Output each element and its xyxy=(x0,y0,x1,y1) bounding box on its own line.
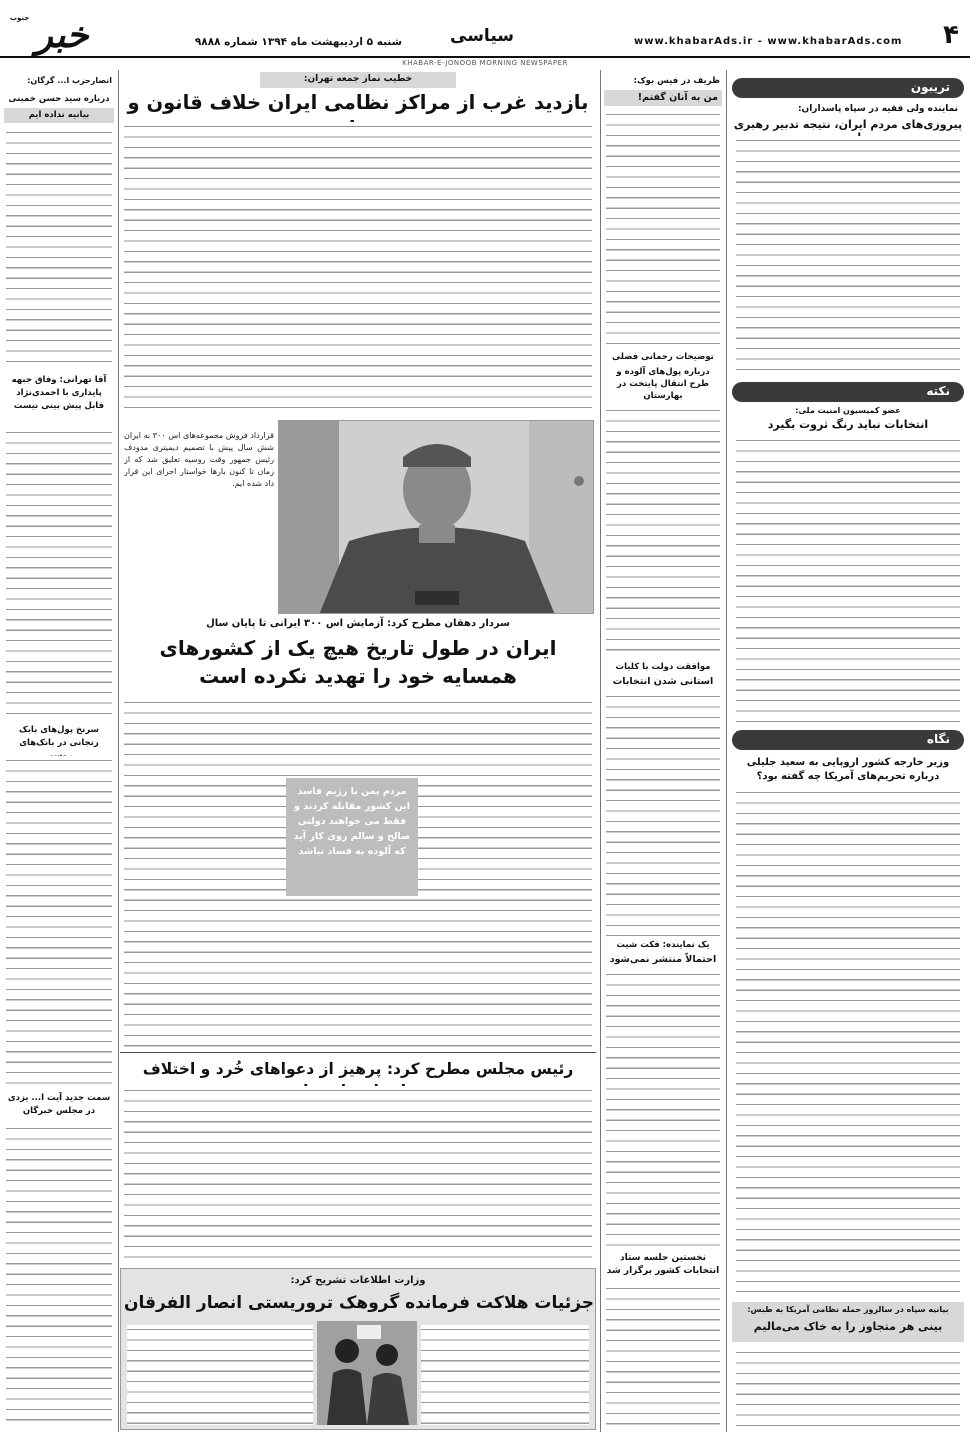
satire-body xyxy=(606,110,720,346)
satire-subtitle: ظریف در فیس بوک: xyxy=(633,76,720,86)
agree-subtitle: موافقت دولت با کلیات xyxy=(615,662,711,672)
bottom-box xyxy=(732,1302,964,1342)
story1-body xyxy=(124,122,592,412)
militants-photo-icon xyxy=(317,1321,417,1425)
mid-column xyxy=(604,72,722,1432)
s4-body xyxy=(6,1124,112,1428)
section-title: سیاسی xyxy=(450,26,514,46)
tribune-label: تریبون xyxy=(910,80,950,94)
main-area xyxy=(120,70,596,1432)
kicker2: سردار دهقان مطرح کرد: آزمایش اس ۳۰۰ ایرانی تا پایان سال xyxy=(206,618,510,629)
note-subtitle: عضو کمیسیون امنیت ملی: xyxy=(795,406,901,415)
bottom-subtitle: بیانیه سپاه در سالروز حمله نظامی آمریکا به طبس: xyxy=(747,1305,949,1314)
s2-body xyxy=(6,428,112,718)
s3-body xyxy=(6,756,112,1086)
tribune-label-bar xyxy=(732,78,964,98)
website-url: www.khabarAds.ir - www.khabarAds.com xyxy=(634,36,903,47)
rep-title: احتمالاً منتشر نمی‌شود xyxy=(609,954,717,965)
bottom-title: بینی هر متجاوز را به خاک می‌مالیم xyxy=(753,1320,943,1333)
s1-sub: بیانیه نداده ایم xyxy=(28,110,90,120)
headline4: جزئیات هلاکت فرمانده گروهک تروریستی انصار الفرقان xyxy=(123,1293,595,1313)
satire-title-box xyxy=(604,90,722,106)
rep-body xyxy=(606,970,720,1246)
tribune-body xyxy=(736,136,960,376)
s4-title: سمت جدید آیت ا... یزدی در مجلس خبرگان xyxy=(7,1093,111,1116)
right-column xyxy=(732,72,964,1432)
s1-sub-box xyxy=(4,108,114,123)
satire-title: من به آنان گفتم! xyxy=(637,92,718,103)
s2-title: آقا تهرانی: وفاق جبهه پایداری با احمدی‌نژاد قابل پیش بینی نیست xyxy=(11,375,107,411)
date-issue: شنبه ۵ اردیبهشت ماه ۱۳۹۴ شماره ۹۸۸۸ xyxy=(194,36,402,48)
view-label-bar xyxy=(732,730,964,750)
kicker1: خطیب نماز جمعه تهران: xyxy=(303,74,413,84)
photo-frame xyxy=(278,420,594,614)
left-column xyxy=(4,72,114,1432)
explain-body xyxy=(606,406,720,656)
explain-title: درباره پول‌های آلوده و طرح انتقال پایتخت در بهارستان xyxy=(616,367,710,401)
bottom-body xyxy=(736,1348,960,1428)
view-title: وزیر خارجه کشور اروپایی به سعید جلیلی درباره تحریم‌های آمریکا چه گفته بود؟ xyxy=(746,757,950,782)
top-snip: انصارحزب ا... گرگان: xyxy=(27,76,112,85)
header xyxy=(0,0,970,67)
note-label-bar xyxy=(732,382,964,402)
militants-photo xyxy=(317,1321,417,1425)
agree-title: استانی شدن انتخابات xyxy=(612,676,714,687)
tribune-title: پیروزی‌های مردم ایران، نتیجه تدبیر رهبری xyxy=(733,118,963,131)
pullquote-box xyxy=(286,778,418,896)
s3-title: سرنخ پول‌های بابک زنجانی در بانک‌های xyxy=(19,725,99,748)
agree-body xyxy=(606,692,720,936)
headline1: بازدید غرب از مراکز نظامی ایران خلاف قانون و xyxy=(127,91,589,114)
general-portrait-icon xyxy=(279,421,594,614)
note-body xyxy=(736,436,960,742)
s1-body xyxy=(6,128,112,368)
photo-caption-box xyxy=(124,430,274,560)
kicker4: وزارت اطلاعات تشریح کرد: xyxy=(290,1275,426,1286)
logo-sub: جنوب xyxy=(10,14,30,22)
photo-caption: قرارداد فروش مجموعه‌های اس ۳۰۰ به ایران شش سال پیش با تصمیم دیمیتری مدودف رئیس جمهور وقت روسیه تعلیق شد که از زمان تا کنون بارها خواستار اجرای این قرار داد شده ایم. xyxy=(124,431,274,488)
explain-subtitle: توضیحات رحمانی فضلی xyxy=(612,352,714,362)
meeting-body xyxy=(606,1284,720,1428)
logo: خبر xyxy=(35,15,89,56)
pullquote: مردم یمن با رژیم فاسد این کشور مقابله کردند و فقط می خواهند دولتی صالح و سالم روی کار آید که آلوده به فساد نباشد xyxy=(293,786,411,857)
kicker1-box xyxy=(260,72,456,88)
page-number: ۴ xyxy=(943,20,959,50)
masthead-en: KHABAR-E-JONOOB MORNING NEWSPAPER xyxy=(402,59,568,67)
note-title: انتخابات نباید رنگ ثروت بگیرد xyxy=(767,418,929,431)
story4-box xyxy=(120,1268,596,1430)
note-label: نکته xyxy=(926,384,950,398)
story4-body-right xyxy=(421,1325,589,1425)
story4-body-left xyxy=(127,1325,313,1425)
rep-subtitle: یک نماینده: فکت شیت xyxy=(616,940,710,950)
headline3: رئیس مجلس مطرح کرد: پرهیز از دعواهای خُرد و اختلاف xyxy=(142,1060,574,1078)
s1-title: درباره سید حسن خمینی xyxy=(8,94,110,104)
view-label: نگاه xyxy=(926,732,950,746)
view-body xyxy=(736,788,960,1292)
headline2: ایران در طول تاریخ هیچ یک از کشورهای همسایه خود را تهدید نکرده است xyxy=(159,636,557,688)
tribune-subtitle: نماینده ولی فقیه در سپاه پاسداران: xyxy=(797,104,958,114)
meeting-title: نخستین جلسه ستاد انتخابات کشور برگزار شد xyxy=(606,1253,720,1276)
story3-body xyxy=(124,1086,592,1262)
